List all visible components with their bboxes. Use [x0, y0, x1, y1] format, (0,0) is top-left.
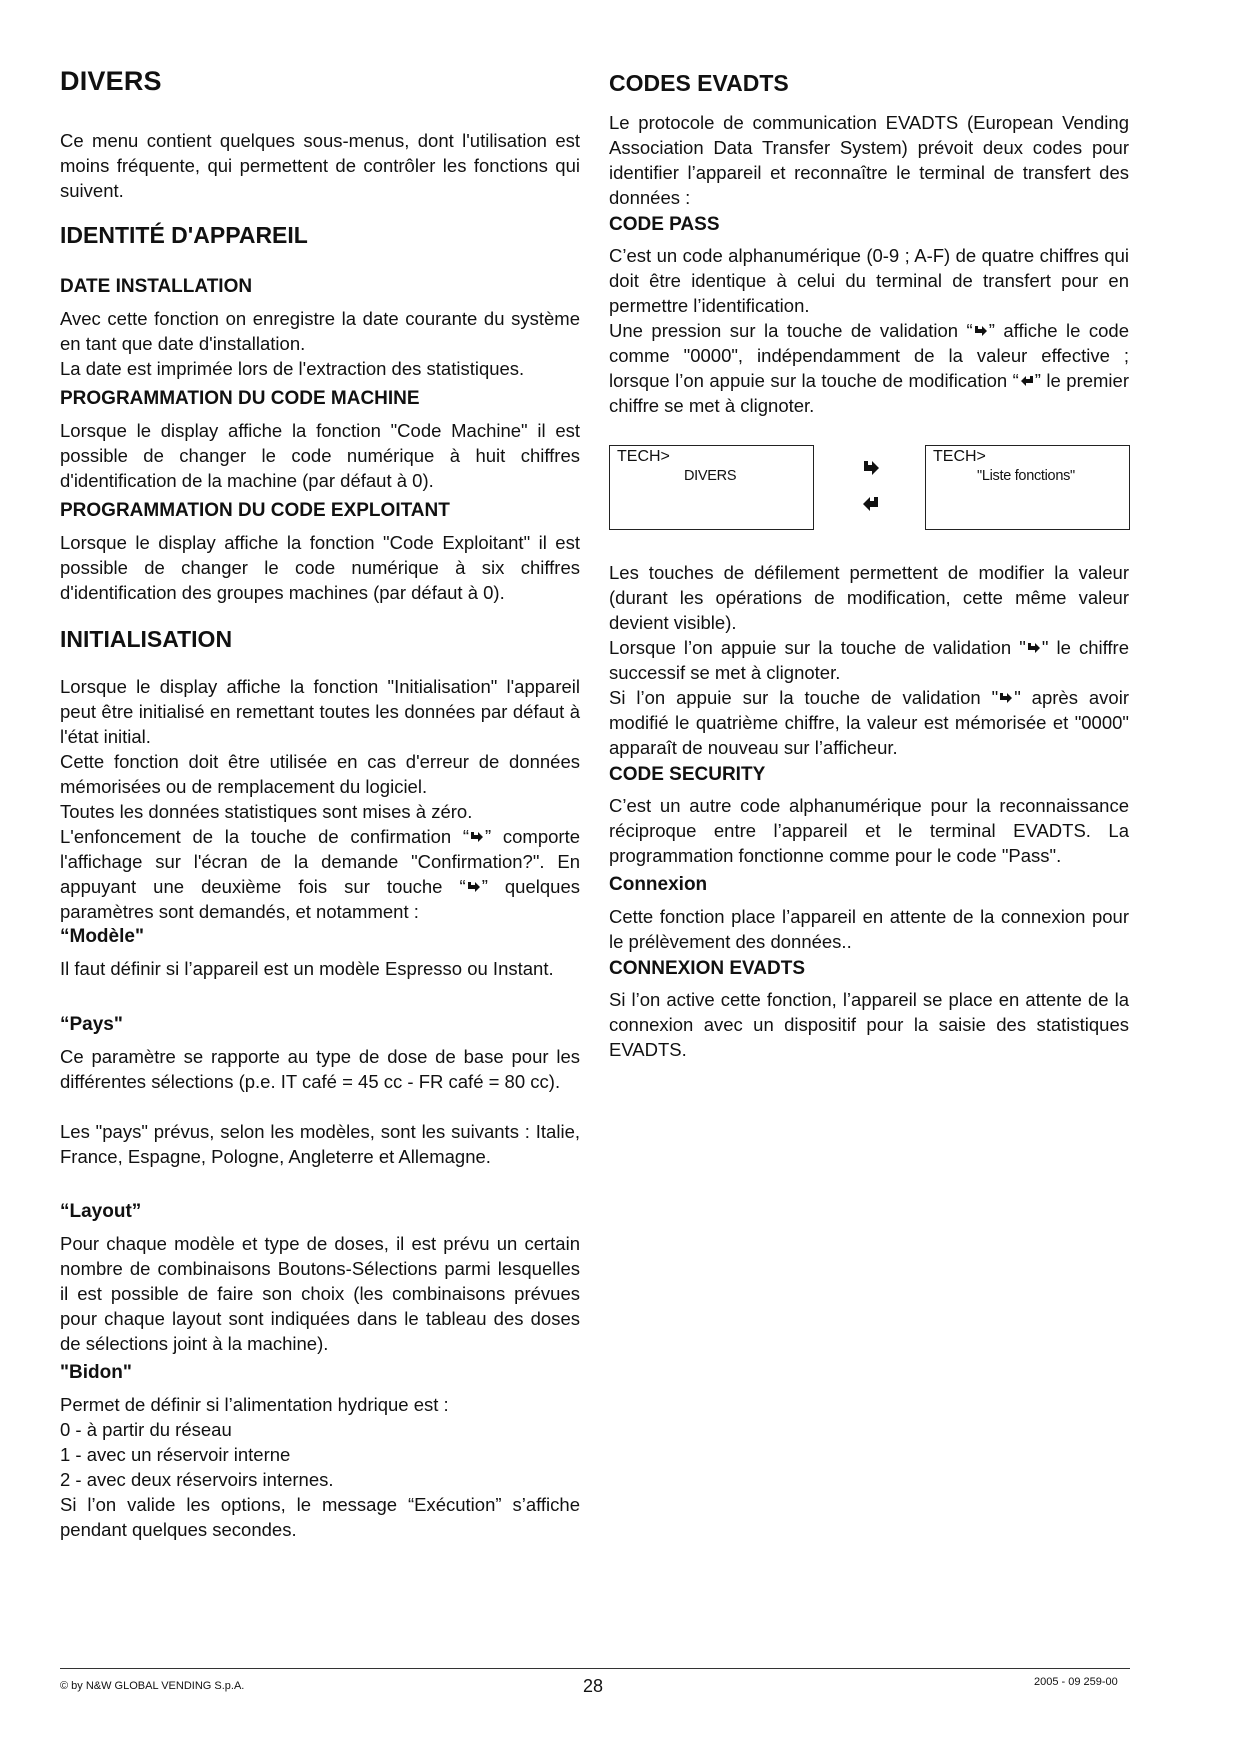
codes-evadts-heading: CODES EVADTS — [609, 70, 789, 96]
display-right-line-1: TECH> — [933, 448, 986, 465]
bidon-paragraph-2: Si l’on valide les options, le message “Exécution” s’affiche pendant quelques secondes. — [60, 1494, 580, 1540]
init-paragraph-1: Lorsque le display affiche la fonction "Initialisation" l'appareil peut être initialisé en remettant toutes les données par défaut à l'état initial. — [60, 676, 580, 747]
scroll-paragraph-1: Les touches de défilement permettent de modifier la valeur (durant les opérations de modification, cette même valeur devient visible). — [609, 562, 1129, 633]
display-right-line-2: "Liste fonctions" — [977, 468, 1075, 484]
prog-exploitant-heading: PROGRAMMATION DU CODE EXPLOITANT — [60, 500, 450, 521]
pays-heading: “Pays" — [60, 1014, 123, 1035]
date-install-paragraph-1: Avec cette fonction on enregistre la date courante du système en tant que date d'installation. — [60, 308, 580, 354]
pass-p2-part-b: ” affiche le code comme "0000", indépendamment de la valeur effective ; lorsque l’on appuie sur la touche de modification “ — [609, 320, 1130, 391]
identite-heading: IDENTITÉ D'APPAREIL — [60, 222, 308, 248]
pays-paragraph-1: Ce paramètre se rapporte au type de dose de base pour les différentes sélections (p.e. IT café = 45 cc - FR café = 80 cc). — [60, 1046, 580, 1092]
scroll-p3-part-b: " après avoir modifié le quatrième chiffre, la valeur est mémorisée et "0000" apparaît de nouveau sur l’afficheur. — [609, 687, 1129, 758]
prog-machine-paragraph: Lorsque le display affiche la fonction "Code Machine" il est possible de changer le code numérique à huit chiffres d'identification de la machine (par défaut à 0). — [60, 420, 580, 491]
prog-machine-heading: PROGRAMMATION DU CODE MACHINE — [60, 388, 420, 409]
init-p4-part-c: ” quelques paramètres sont demandés, et notamment : — [60, 876, 580, 922]
init-heading: INITIALISATION — [60, 626, 233, 652]
codes-evadts-paragraph: Le protocole de communication EVADTS (European Vending Association Data Transfer System) prévoit deux codes pour identifier l’appareil et reconnaître le terminal de transfert des données : — [609, 112, 1129, 208]
code-security-heading: CODE SECURITY — [609, 764, 766, 785]
validate-arrow-icon — [466, 880, 482, 894]
code-pass-paragraph-1: C’est un code alphanumérique (0-9 ; A-F) de quatre chiffres qui doit être identique à celui du terminal de transfert pour en permettre l’identification. — [609, 245, 1129, 316]
init-paragraph-4 — [60, 824, 580, 924]
layout-heading: “Layout” — [60, 1201, 142, 1222]
modele-heading: “Modèle" — [60, 926, 144, 947]
modify-arrow-icon — [861, 494, 881, 514]
scroll-paragraph-3 — [609, 685, 1129, 760]
layout-paragraph: Pour chaque modèle et type de doses, il est prévu un certain nombre de combinaisons Boutons-Sélections parmi lesquelles il est possible de faire son choix (les combinaisons prévues pour chaque layout sont indiquées dans le tableau des doses de sélections joint à la machine). — [60, 1233, 580, 1354]
connexion-evadts-paragraph: Si l’on active cette fonction, l’appareil se place en attente de la connexion avec un dispositif pour la saisie des statistiques EVADTS. — [609, 989, 1129, 1060]
connexion-paragraph: Cette fonction place l’appareil en attente de la connexion pour le prélèvement des données.. — [609, 906, 1129, 952]
validate-arrow-icon — [1026, 641, 1042, 655]
modify-arrow-icon — [1019, 374, 1035, 388]
pays-paragraph-2: Les "pays" prévus, selon les modèles, sont les suivants : Italie, France, Espagne, Pologne, Angleterre et Allemagne. — [60, 1121, 580, 1167]
prog-exploitant-paragraph: Lorsque le display affiche la fonction "Code Exploitant" il est possible de changer le code numérique à six chiffres d'identification des groupes machines (par défaut à 0). — [60, 532, 580, 603]
intro-paragraph: Ce menu contient quelques sous-menus, dont l'utilisation est moins fréquente, qui permettent de contrôler les fonctions qui suivent. — [60, 130, 580, 201]
display-left-line-1: TECH> — [617, 448, 670, 465]
bidon-option-2: 2 - avec deux réservoirs internes. — [60, 1469, 334, 1490]
display-box-liste-fonctions — [925, 445, 1130, 530]
display-left-line-2: DIVERS — [684, 468, 737, 484]
init-p4-part-a: L'enfoncement de la touche de confirmation “ — [60, 826, 470, 847]
pass-p2-part-c: ” le premier chiffre se met à clignoter. — [609, 370, 1129, 416]
connexion-heading: Connexion — [609, 874, 708, 895]
bidon-paragraph-1: Permet de définir si l’alimentation hydrique est : — [60, 1394, 449, 1415]
code-pass-paragraph-2 — [609, 318, 1129, 418]
connexion-evadts-heading: CONNEXION EVADTS — [609, 958, 806, 979]
validate-arrow-icon — [973, 324, 989, 338]
validate-arrow-icon — [469, 830, 485, 844]
scroll-paragraph-2 — [609, 635, 1129, 685]
page-title: DIVERS — [60, 66, 162, 96]
bidon-option-1: 1 - avec un réservoir interne — [60, 1444, 291, 1465]
footer-divider — [60, 1668, 1130, 1669]
bidon-option-0: 0 - à partir du réseau — [60, 1419, 232, 1440]
scroll-p2-part-a: Lorsque l’on appuie sur la touche de validation " — [609, 637, 1026, 658]
init-paragraph-2: Cette fonction doit être utilisée en cas d'erreur de données mémorisées ou de remplacement du logiciel. — [60, 751, 580, 797]
init-p4-part-b: ” comporte l'affichage sur l'écran de la demande "Confirmation?". En appuyant une deuxième fois sur touche “ — [60, 826, 580, 897]
date-install-paragraph-2: La date est imprimée lors de l'extraction des statistiques. — [60, 358, 525, 379]
display-box-divers — [609, 445, 814, 530]
bidon-heading: "Bidon" — [60, 1362, 132, 1383]
modele-paragraph: Il faut définir si l’appareil est un modèle Espresso ou Instant. — [60, 958, 554, 979]
scroll-p3-part-a: Si l’on appuie sur la touche de validation " — [609, 687, 999, 708]
init-paragraph-3: Toutes les données statistiques sont mises à zéro. — [60, 801, 473, 822]
code-pass-heading: CODE PASS — [609, 214, 720, 235]
code-security-paragraph: C’est un autre code alphanumérique pour la reconnaissance réciproque entre l’appareil et le terminal EVADTS. La programmation fonctionne comme pour le code "Pass". — [609, 795, 1129, 866]
footer-copyright: © by N&W GLOBAL VENDING S.p.A. — [60, 1680, 245, 1692]
validate-arrow-icon — [861, 458, 881, 478]
scroll-p2-part-b: " le chiffre successif se met à clignoter. — [609, 637, 1130, 683]
footer-doc-ref: 2005 - 09 259-00 — [1034, 1676, 1118, 1688]
pass-p2-part-a: Une pression sur la touche de validation “ — [609, 320, 973, 341]
validate-arrow-icon — [998, 691, 1014, 705]
date-install-heading: DATE INSTALLATION — [60, 276, 253, 297]
page-number: 28 — [583, 1676, 604, 1696]
